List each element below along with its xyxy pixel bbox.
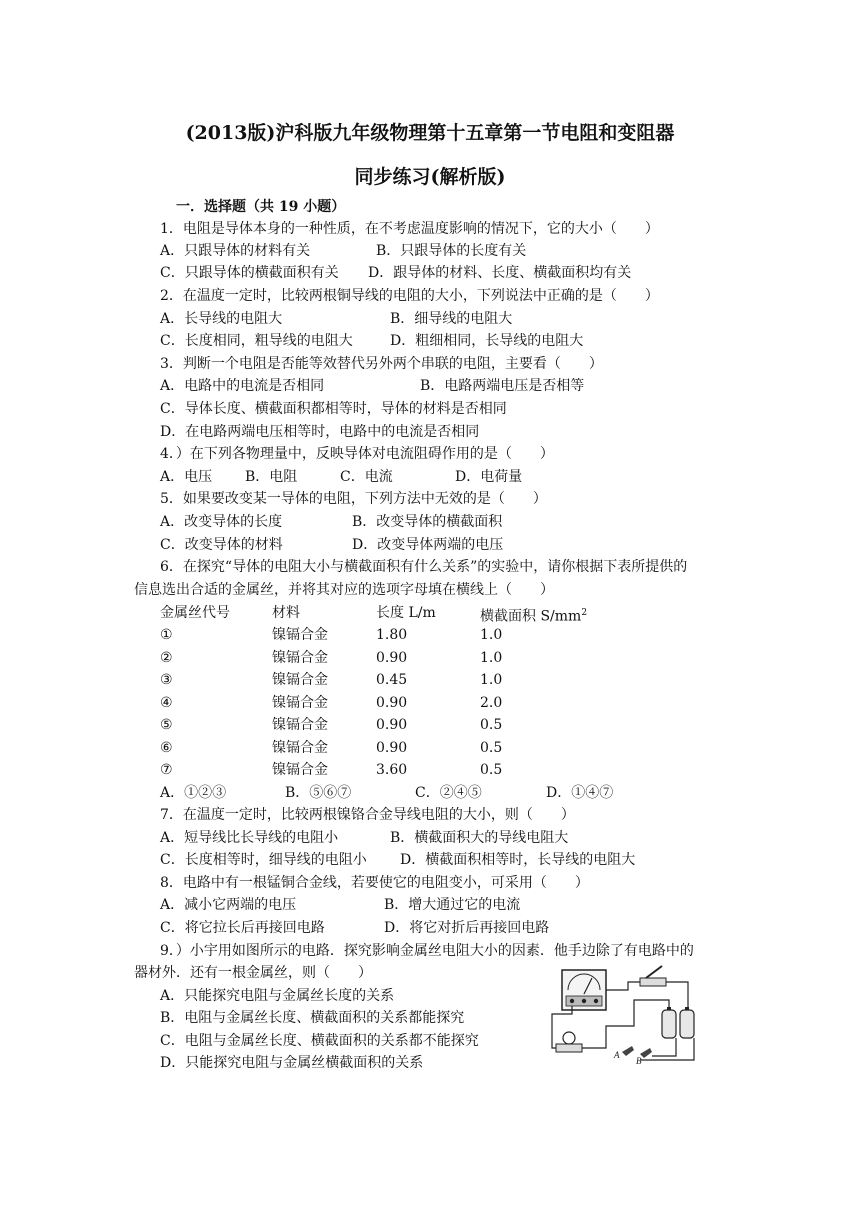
question-3-stem: 3．判断一个电阻是否能等效替代另外两个串联的电阻，主要看（ ） [160, 356, 603, 372]
table-header-length: 长度 L/m [376, 605, 436, 621]
question-1-option-b: B．只跟导体的长度有关 [376, 243, 527, 259]
table-cell-material: 镍镉合金 [272, 740, 328, 756]
table-cell-area: 2.0 [480, 695, 503, 711]
battery-icon [662, 1007, 694, 1038]
circuit-diagram [548, 964, 708, 1068]
table-cell-code: ② [160, 650, 173, 666]
question-1-option-a: A．只跟导体的材料有关 [160, 243, 311, 259]
question-5-stem: 5．如果要改变某一导体的电阻，下列方法中无效的是（ ） [160, 491, 547, 507]
question-9-option-d: D．只能探究电阻与金属丝横截面积的关系 [160, 1055, 424, 1071]
table-cell-length: 0.90 [376, 740, 408, 756]
question-3-option-a: A．电路中的电流是否相同 [160, 378, 325, 394]
table-header-material: 材料 [272, 605, 300, 621]
table-cell-area: 0.5 [480, 740, 503, 756]
question-4-option-c: C．电流 [340, 469, 393, 485]
question-6-option-b: B．⑤⑥⑦ [285, 785, 352, 801]
table-cell-material: 镍镉合金 [272, 672, 328, 688]
question-5-option-a: A．改变导体的长度 [160, 514, 283, 530]
table-cell-area: 0.5 [480, 762, 503, 778]
question-7-option-b: B．横截面积大的导线电阻大 [390, 830, 569, 846]
question-7-option-d: D．横截面积相等时，长导线的电阻大 [400, 852, 636, 868]
question-9-stem-line-2: 器材外．还有一根金属丝，则（ ） [134, 965, 372, 981]
question-3-option-c: C．导体长度、横截面积都相等时，导体的材料是否相同 [160, 401, 507, 417]
question-8-option-d: D．将它对折后再接回电路 [384, 920, 550, 936]
table-header-code: 金属丝代号 [160, 605, 230, 621]
question-9-option-b: B．电阻与金属丝长度、横截面积的关系都能探究 [160, 1010, 465, 1026]
question-9-option-a: A．只能探究电阻与金属丝长度的关系 [160, 988, 395, 1004]
table-header-area [480, 604, 587, 626]
table-cell-area: 1.0 [480, 650, 503, 666]
question-4-option-d: D．电荷量 [455, 469, 523, 485]
table-cell-code: ④ [160, 695, 173, 711]
table-cell-length: 0.90 [376, 650, 408, 666]
table-cell-area: 0.5 [480, 717, 503, 733]
clip-b-icon [640, 1048, 652, 1058]
document-title: (2013版)沪科版九年级物理第十五章第一节电阻和变阻器 [185, 122, 675, 144]
table-cell-length: 3.60 [376, 762, 408, 778]
question-8-option-b: B．增大通过它的电流 [384, 897, 521, 913]
question-1-stem: 1．电阻是导体本身的一种性质，在不考虑温度影响的情况下，它的大小（ ） [160, 221, 659, 237]
question-2-option-d: D．粗细相同，长导线的电阻大 [390, 333, 584, 349]
question-5-option-c: C．改变导体的材料 [160, 537, 283, 553]
question-5-option-d: D．改变导体两端的电压 [352, 537, 504, 553]
table-cell-material: 镍镉合金 [272, 627, 328, 643]
table-cell-material: 镍镉合金 [272, 762, 328, 778]
question-1-option-d: D．跟导体的材料、长度、横截面积均有关 [368, 265, 632, 281]
question-2-option-a: A．长导线的电阻大 [160, 311, 283, 327]
table-cell-material: 镍镉合金 [272, 650, 328, 666]
question-6-option-a: A．①②③ [160, 785, 227, 801]
table-cell-area: 1.0 [480, 627, 503, 643]
question-4-option-b: B．电阻 [245, 469, 298, 485]
clip-a-icon [622, 1046, 634, 1056]
question-8-option-a: A．减小它两端的电压 [160, 897, 297, 913]
question-6-option-d: D．①④⑦ [546, 785, 614, 801]
table-cell-material: 镍镉合金 [272, 695, 328, 711]
table-cell-code: ⑦ [160, 762, 173, 778]
lamp-icon [556, 1032, 582, 1052]
ammeter-icon [562, 970, 606, 1010]
question-5-option-b: B．改变导体的横截面积 [352, 514, 503, 530]
table-cell-code: ③ [160, 672, 173, 688]
question-4-stem: 4．）在下列各物理量中，反映导体对电流阻碍作用的是（ ） [160, 446, 554, 462]
question-8-stem: 8．电路中有一根锰铜合金线，若要使它的电阻变小，可采用（ ） [160, 875, 589, 891]
question-3-option-b: B．电路两端电压是否相等 [420, 378, 585, 394]
question-2-stem: 2．在温度一定时，比较两根铜导线的电阻的大小，下列说法中正确的是（ ） [160, 288, 659, 304]
question-4-option-a: A．电压 [160, 469, 213, 485]
question-6-stem-line-1: 6．在探究“导体的电阻大小与横截面积有什么关系”的实验中，请你根据下表所提供的 [160, 559, 688, 575]
table-cell-code: ⑤ [160, 717, 173, 733]
question-6-stem-line-2: 信息选出合适的金属丝，并将其对应的选项字母填在横线上（ ） [134, 582, 554, 598]
question-6-option-c: C．②④⑤ [415, 785, 482, 801]
question-7-stem: 7．在温度一定时，比较两根镍铬合金导线电阻的大小，则（ ） [160, 807, 575, 823]
question-7-option-a: A．短导线比长导线的电阻小 [160, 830, 339, 846]
table-cell-area: 1.0 [480, 672, 503, 688]
question-3-option-d: D．在电路两端电压相等时，电路中的电流是否相同 [160, 424, 480, 440]
table-cell-length: 0.45 [376, 672, 408, 688]
table-cell-code: ① [160, 627, 173, 643]
table-cell-length: 0.90 [376, 695, 408, 711]
question-1-option-c: C．只跟导体的横截面积有关 [160, 265, 339, 281]
question-9-stem-line-1: 9．）小宇用如图所示的电路．探究影响金属丝电阻大小的因素．他手边除了有电路中的 [160, 943, 694, 959]
switch-icon [640, 966, 666, 986]
table-cell-length: 0.90 [376, 717, 408, 733]
section-heading: 一．选择题（共 19 小题） [176, 199, 346, 215]
question-9-option-c: C．电阻与金属丝长度、横截面积的关系都不能探究 [160, 1033, 479, 1049]
question-2-option-c: C．长度相同，粗导线的电阻大 [160, 333, 353, 349]
clip-label-b: B [636, 1056, 642, 1066]
question-8-option-c: C．将它拉长后再接回电路 [160, 920, 325, 936]
table-header-area-text: 横截面积 S/mm [480, 608, 582, 625]
clip-label-a: A [614, 1050, 620, 1060]
document-subtitle: 同步练习(解析版) [354, 166, 506, 188]
question-7-option-c: C．长度相等时，细导线的电阻小 [160, 852, 367, 868]
table-cell-material: 镍镉合金 [272, 717, 328, 733]
question-2-option-b: B．细导线的电阻大 [390, 311, 513, 327]
table-header-area-exponent: 2 [581, 608, 588, 618]
table-cell-length: 1.80 [376, 627, 408, 643]
table-cell-code: ⑥ [160, 740, 173, 756]
